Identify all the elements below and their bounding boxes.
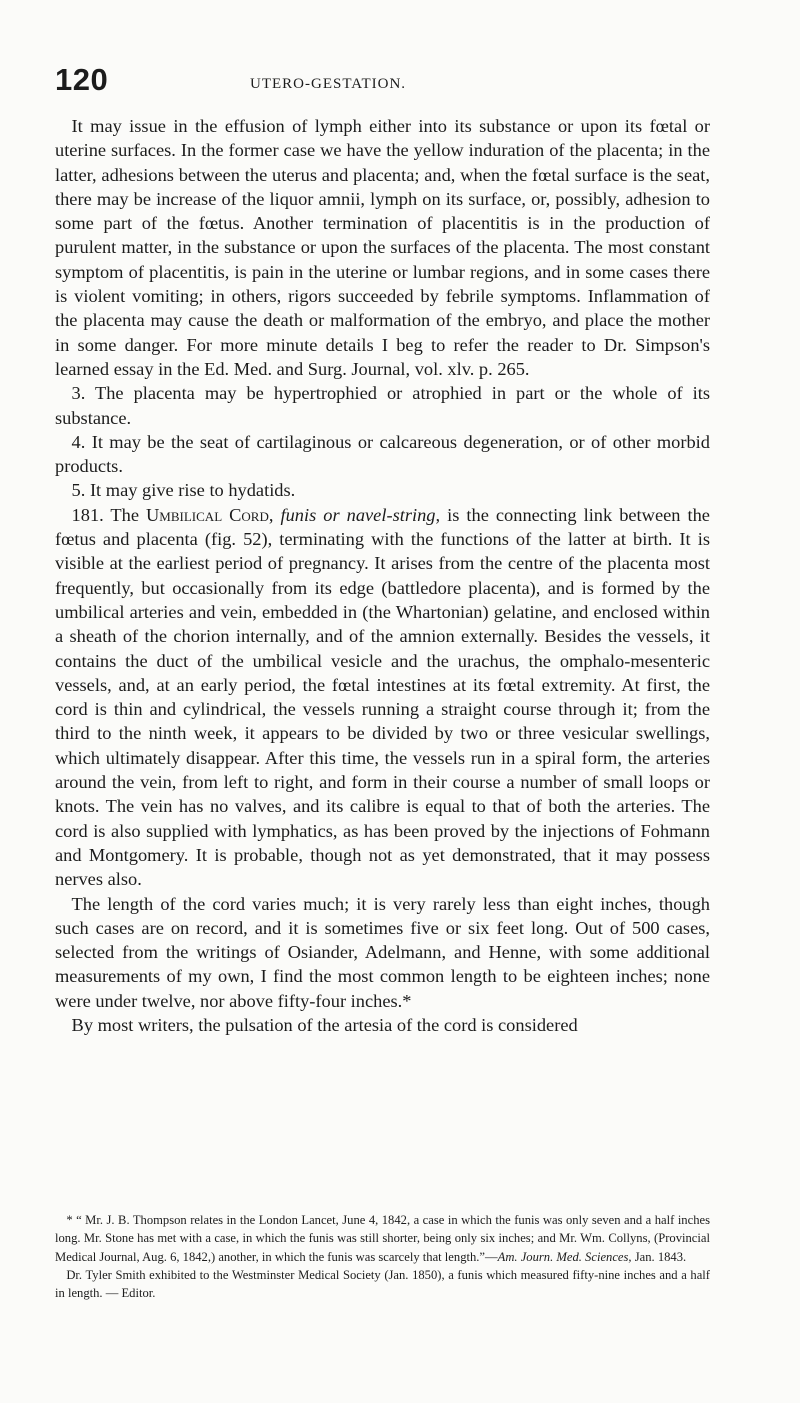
section-italic-term: funis or navel-string,: [280, 504, 441, 525]
paragraph-section-181: [55, 503, 710, 892]
page-number: 120: [55, 62, 109, 97]
paragraph-item-5: 5. It may give rise to hydatids.: [71, 480, 296, 501]
paragraph-cord-length: The length of the cord varies much; it is very rarely less than eight inches, though such cases are on record, and it is sometimes five or six feet long. Out of 500 cases, selected from the writings of Osiander, Adelmann, and Henne, with some additional measurements of my own, I find the most common length to be eighteen inches; none were under twelve, nor above fifty-four inches.*: [55, 893, 710, 1011]
body-text: [55, 114, 710, 1037]
footnote-2: Dr. Tyler Smith exhibited to the Westminster Medical Society (Jan. 1850), a funis which measured fifty-nine inches and a half in length. — Editor.: [55, 1267, 710, 1301]
section-number: 181. The: [71, 504, 140, 525]
paragraph-item-4: 4. It may be the seat of cartilaginous or calcareous degeneration, or of other morbid products.: [55, 431, 710, 477]
footnotes: [55, 1211, 710, 1302]
running-head: UTERO-GESTATION.: [250, 76, 407, 92]
section-text: is the connecting link between the fœtus and placenta (fig. 52), terminating with the functions of the latter at birth. It is visible at the earliest period of pregnancy. It arises from the centre of the placenta most frequently, but occasionally from its edge (battledore placenta), and is formed by the umbilical arteries and vein, embedded in (the Whartonian) gelatine, and enclosed within a sheath of the chorion internally, and of the amnion externally. Besides the vessels, it contains the duct of the umbilical vesicle and the urachus, the omphalo-mesenteric vessels, and, at an early period, the fœtal intestines at its fœtal extremity. At first, the cord is thin and cylindrical, the vessels running a straight course through it; from the third to the ninth week, it appears to be divided by two or three vesicular swellings, which ultimately disappear. After this time, the vessels run in a spiral form, the arteries around the vein, from left to right, and form in their course a number of small loops or knots. The vein has no valves, and its calibre is equal to that of both the arteries. The cord is also supplied with lymphatics, as has been proved by the injections of Fohmann and Montgomery. It is probable, though not as yet demonstrated, that it may possess nerves also.: [55, 504, 710, 890]
paragraph-placentitis: It may issue in the effusion of lymph either into its substance or upon its fœtal or uterine surfaces. In the former case we have the yellow induration of the placenta; in the latter, adhesions between the uterus and placenta; and, when the fœtal surface is the seat, there may be increase of the liquor amnii, lymph on its surface, or, possibly, adhesion to some part of the fœtus. Another termination of placentitis is in the production of purulent matter, in the substance or upon the surfaces of the placenta. The most constant symptom of placentitis, is pain in the uterine or lumbar regions, and in some cases there is violent vomiting; in others, rigors succeeded by febrile symptoms. Inflammation of the placenta may cause the death or malformation of the embryo, and place the mother in some danger. For more minute details I beg to refer the reader to Dr. Simpson's learned essay in the Ed. Med. and Surg. Journal, vol. xlv. p. 265.: [55, 116, 710, 379]
page-header: [55, 62, 710, 98]
footnote-1-source: Am. Journ. Med. Sciences,: [497, 1249, 632, 1264]
footnote-1-text: * “ Mr. J. B. Thompson relates in the London Lancet, June 4, 1842, a case in which the funis was only seven and a half inches long. Mr. Stone has met with a case, in which the funis was still shorter, being only six inches; and Mr. Wm. Collyns, (Provincial Medical Journal, Aug. 6, 1842,) another, in which the funis was scarcely that length.”—: [55, 1213, 710, 1264]
paragraph-pulsation: By most writers, the pulsation of the artesia of the cord is considered: [71, 1014, 578, 1035]
section-heading: Umbilical Cord,: [146, 504, 274, 525]
footnote-1: [55, 1211, 710, 1266]
footnote-1-date: Jan. 1843.: [634, 1249, 687, 1264]
paragraph-item-3: 3. The placenta may be hypertrophied or atrophied in part or the whole of its substance.: [55, 383, 710, 428]
